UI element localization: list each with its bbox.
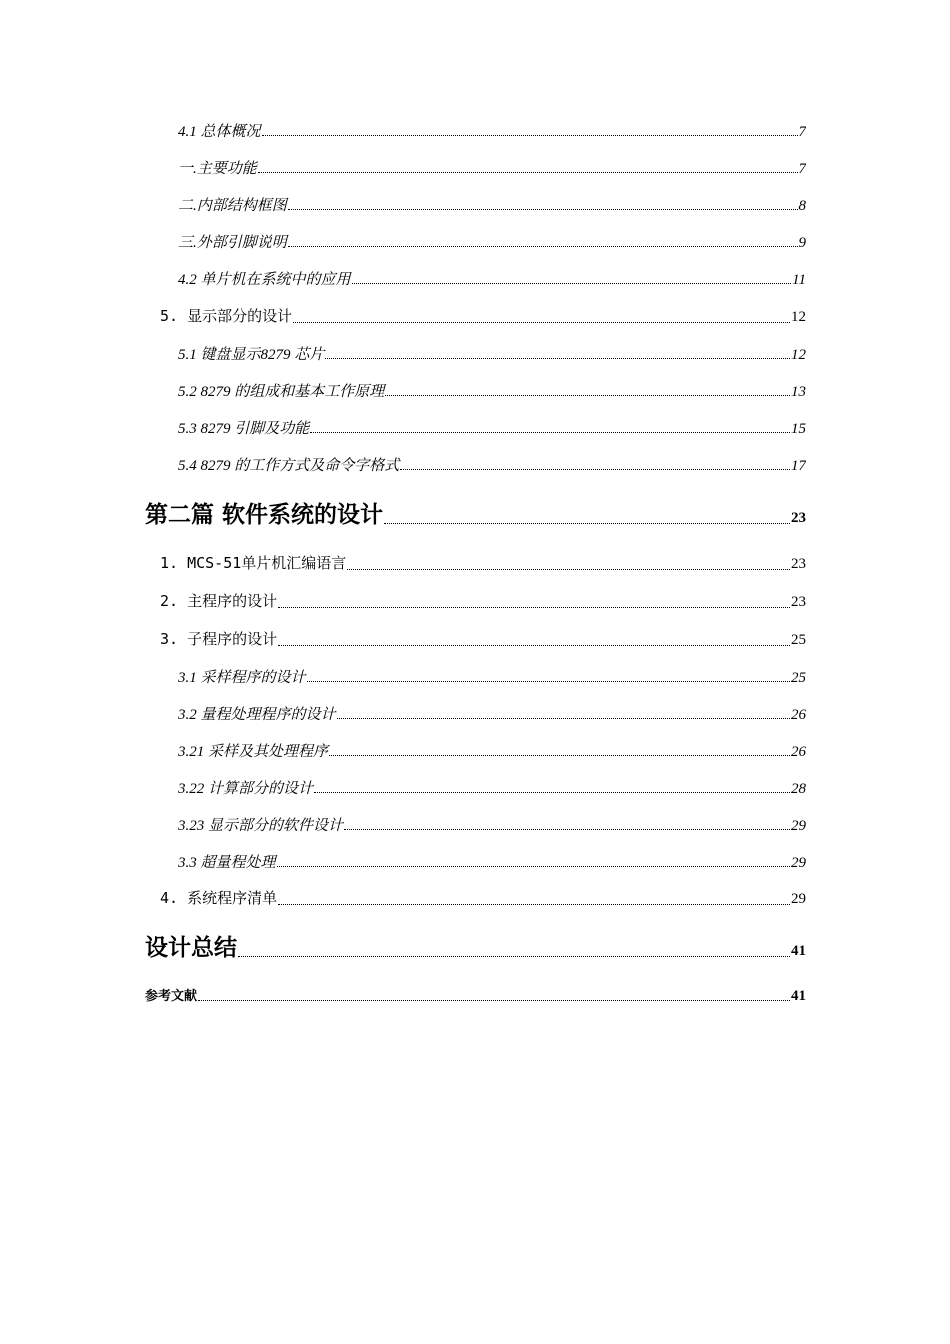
toc-entry-page: 28 xyxy=(791,781,806,797)
toc-entry-page: 17 xyxy=(791,458,806,474)
toc-entry-3-22[interactable] xyxy=(178,777,806,797)
toc-entry-page: 13 xyxy=(791,384,806,400)
toc-entry-3-23[interactable] xyxy=(178,814,806,834)
toc-entry-4-2[interactable] xyxy=(178,268,806,288)
dot-leader xyxy=(325,358,790,359)
dot-leader xyxy=(258,172,798,173)
toc-entry-page: 29 xyxy=(791,891,806,907)
toc-entry-title: 3.21 采样及其处理程序 xyxy=(178,744,329,760)
toc-entry-title: 3.23 显示部分的软件设计 xyxy=(178,818,344,834)
dot-leader xyxy=(278,645,790,646)
toc-entry-title: 二.内部结构框图 xyxy=(178,198,287,214)
toc-entry-page: 25 xyxy=(791,670,806,686)
dot-leader xyxy=(198,1000,790,1001)
toc-entry-5-3[interactable] xyxy=(178,417,806,437)
dot-leader xyxy=(329,755,790,756)
toc-entry-pin-description[interactable] xyxy=(178,231,806,251)
toc-entry-page: 29 xyxy=(791,855,806,871)
toc-entry-title: 3. 子程序的设计 xyxy=(160,630,278,648)
toc-entry-page: 26 xyxy=(791,744,806,760)
toc-entry-3[interactable] xyxy=(160,628,806,650)
dot-leader xyxy=(277,866,790,867)
toc-entry-5-4[interactable] xyxy=(178,454,806,474)
toc-entry-3-21[interactable] xyxy=(178,740,806,760)
dot-leader xyxy=(278,904,790,905)
toc-entry-title: 5.2 8279 的组成和基本工作原理 xyxy=(178,384,385,400)
toc-entry-title: 3.2 量程处理程序的设计 xyxy=(178,707,336,723)
toc-entry-summary[interactable] xyxy=(145,929,806,961)
toc-entry-title: 4. 系统程序清单 xyxy=(160,889,278,907)
dot-leader xyxy=(288,246,798,247)
dot-leader xyxy=(307,681,790,682)
toc-entry-page: 29 xyxy=(791,818,806,834)
toc-entry-page: 41 xyxy=(791,988,806,1004)
toc-entry-page: 8 xyxy=(798,198,806,214)
toc-entry-title: 3.22 计算部分的设计 xyxy=(178,781,314,797)
dot-leader xyxy=(347,569,790,570)
toc-entry-page: 7 xyxy=(798,124,806,140)
toc-entry-internal-diagram[interactable] xyxy=(178,194,806,214)
dot-leader xyxy=(314,792,790,793)
dot-leader xyxy=(352,283,792,284)
toc-entry-3-1[interactable] xyxy=(178,666,806,686)
toc-entry-page: 9 xyxy=(798,235,806,251)
toc-entry-part-two[interactable] xyxy=(145,496,806,528)
toc-entry-title: 第二篇 软件系统的设计 xyxy=(145,502,384,528)
dot-leader xyxy=(337,718,790,719)
dot-leader xyxy=(293,322,790,323)
toc-entry-3-2[interactable] xyxy=(178,703,806,723)
toc-entry-title: 参考文献 xyxy=(145,989,198,1004)
toc-entry-page: 7 xyxy=(798,161,806,177)
toc-entry-page: 23 xyxy=(791,510,806,526)
toc-entry-references[interactable] xyxy=(145,985,806,1005)
toc-entry-page: 12 xyxy=(791,347,806,363)
toc-entry-page: 23 xyxy=(791,556,806,572)
toc-entry-page: 11 xyxy=(792,272,806,288)
dot-leader xyxy=(288,209,798,210)
toc-entry-title: 5.3 8279 引脚及功能 xyxy=(178,421,310,437)
toc-entry-title: 5. 显示部分的设计 xyxy=(160,307,293,325)
toc-entry-4[interactable] xyxy=(160,887,806,909)
toc-entry-title: 2. 主程序的设计 xyxy=(160,592,278,610)
toc-entry-page: 25 xyxy=(791,632,806,648)
toc-entry-page: 15 xyxy=(791,421,806,437)
toc-entry-title: 3.3 超量程处理 xyxy=(178,855,276,871)
dot-leader xyxy=(278,607,790,608)
toc-entry-title: 设计总结 xyxy=(145,935,237,961)
toc-entry-title: 3.1 采样程序的设计 xyxy=(178,670,306,686)
toc-entry-title: 5.4 8279 的工作方式及命令字格式 xyxy=(178,458,400,474)
toc-entry-3-3[interactable] xyxy=(178,851,806,871)
toc-entry-title: 一.主要功能 xyxy=(178,161,257,177)
toc-entry-page: 26 xyxy=(791,707,806,723)
toc-entry-title: 4.1 总体概况 xyxy=(178,124,261,140)
dot-leader xyxy=(262,135,798,136)
toc-entry-title: 1. MCS-51单片机汇编语言 xyxy=(160,554,347,572)
toc-entry-page: 23 xyxy=(791,594,806,610)
toc-entry-5[interactable] xyxy=(160,305,806,327)
toc-entry-5-2[interactable] xyxy=(178,380,806,400)
toc-entry-main-functions[interactable] xyxy=(178,157,806,177)
toc-entry-page: 12 xyxy=(791,309,806,325)
dot-leader xyxy=(385,395,790,396)
toc-entry-page: 41 xyxy=(791,943,806,959)
toc-entry-5-1[interactable] xyxy=(178,343,806,363)
dot-leader xyxy=(384,523,790,524)
toc-entry-2[interactable] xyxy=(160,590,806,612)
toc-entry-1[interactable] xyxy=(160,552,806,574)
toc-entry-title: 5.1 键盘显示8279 芯片 xyxy=(178,347,325,363)
dot-leader xyxy=(400,469,790,470)
dot-leader xyxy=(310,432,790,433)
dot-leader xyxy=(344,829,790,830)
dot-leader xyxy=(238,956,790,957)
toc-entry-4-1[interactable] xyxy=(178,120,806,140)
toc-entry-title: 三.外部引脚说明 xyxy=(178,235,287,251)
toc-entry-title: 4.2 单片机在系统中的应用 xyxy=(178,272,351,288)
